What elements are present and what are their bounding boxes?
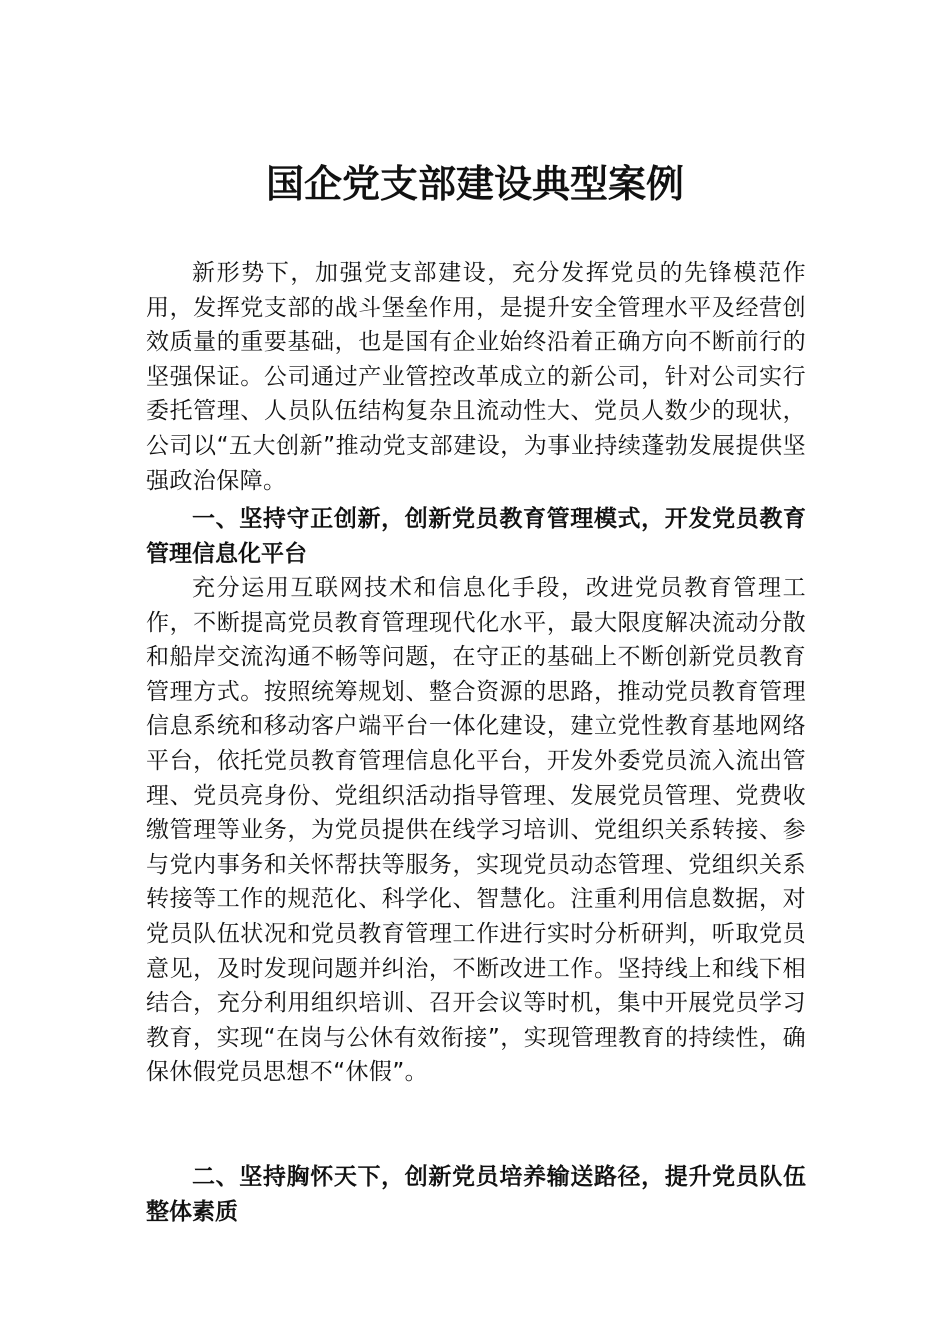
document-title: 国企党支部建设典型案例 [265,161,684,206]
section-2 [146,1160,806,1229]
intro-section [146,256,806,498]
section-1-body [146,571,806,1090]
section-1 [146,502,806,571]
section-2-heading: 二、坚持胸怀天下，创新党员培养输送路径，提升党员队伍整体素质 [146,1164,806,1225]
section-1-heading: 一、坚持守正创新，创新党员教育管理模式，开发党员教育管理信息化平台 [146,506,806,567]
intro-paragraph: 新形势下，加强党支部建设，充分发挥党员的先锋模范作用，发挥党支部的战斗堡垒作用，是提升安全管理水平及经营创效质量的重要基础，也是国有企业始终沿着正确方向不断前行的坚强保证。公司通过产业管控改革成立的新公司，针对公司实行委托管理、人员队伍结构复杂且流动性大、党员人数少的现状，公司以“五大创新”推动党支部建设，为事业持续蓬勃发展提供坚强政治保障。 [146,260,806,494]
section-1-paragraph: 充分运用互联网技术和信息化手段，改进党员教育管理工作，不断提高党员教育管理现代化水平，最大限度解决流动分散和船岸交流沟通不畅等问题，在守正的基础上不断创新党员教育管理方式。按照统筹规划、整合资源的思路，推动党员教育管理信息系统和移动客户端平台一体化建设，建立党性教育基地网络平台，依托党员教育管理信息化平台，开发外委党员流入流出管理、党员亮身份、党组织活动指导管理、发展党员管理、党费收缴管理等业务，为党员提供在线学习培训、党组织关系转接、参与党内事务和关怀帮扶等服务，实现党员动态管理、党组织关系转接等工作的规范化、科学化、智慧化。注重利用信息数据，对党员队伍状况和党员教育管理工作进行实时分析研判，听取党员意见，及时发现问题并纠治，不断改进工作。坚持线上和线下相结合，充分利用组织培训、召开会议等时机，集中开展党员学习教育，实现“在岗与公休有效衔接”，实现管理教育的持续性，确保休假党员思想不“休假”。 [146,575,806,1086]
